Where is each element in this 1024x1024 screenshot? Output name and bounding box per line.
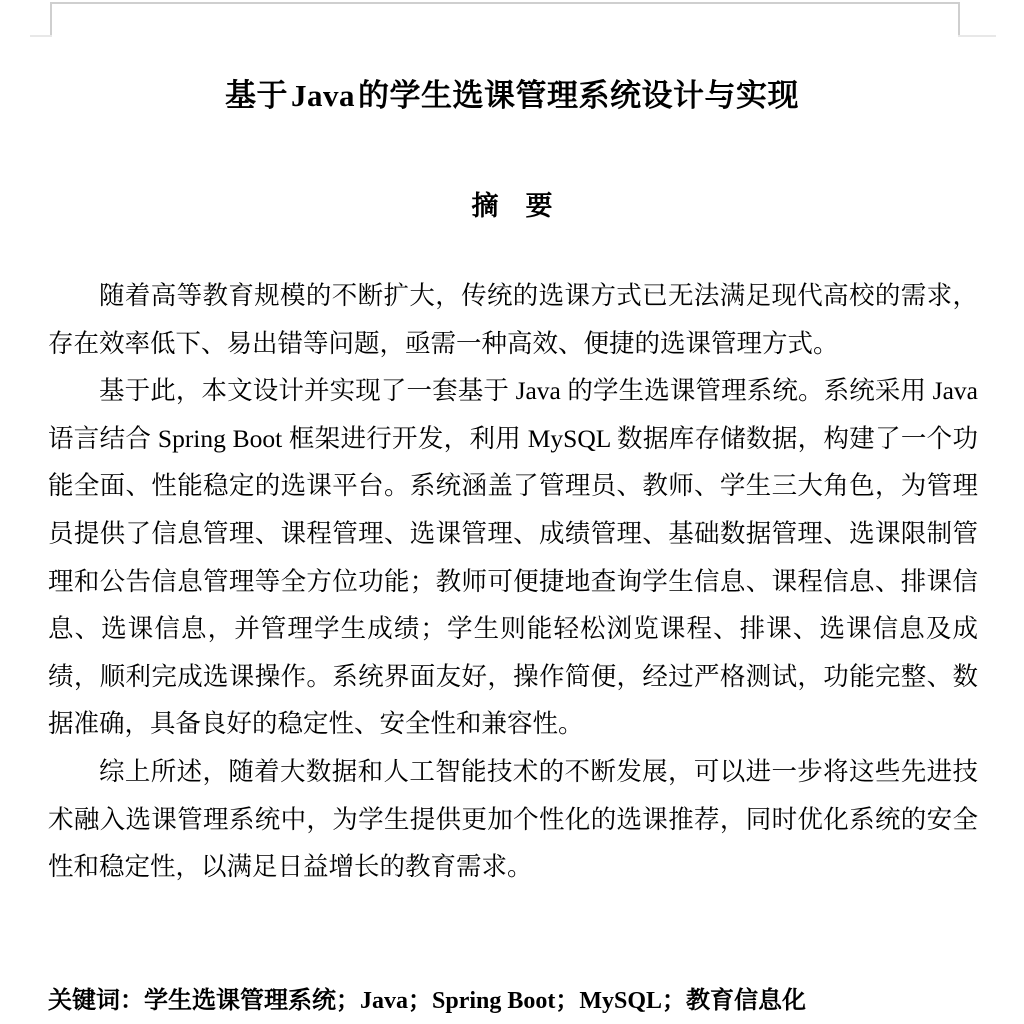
abstract-paragraph-1: 随着高等教育规模的不断扩大，传统的选课方式已无法满足现代高校的需求，存在效率低下、易出错等问题，亟需一种高效、便捷的选课管理方式。 bbox=[48, 281, 978, 358]
document-title bbox=[0, 80, 1024, 111]
page-boundary-left-stub bbox=[30, 35, 52, 37]
page-boundary-top-rule bbox=[50, 2, 960, 4]
document-title-part-3: 的学生选课管理系统设计与实现 bbox=[358, 78, 799, 113]
document-title-part-1: 基于 bbox=[225, 78, 288, 113]
page-boundary-right-stub bbox=[958, 35, 996, 37]
abstract-paragraph-3: 综上所述，随着大数据和人工智能技术的不断发展，可以进一步将这些先进技术融入选课管理系统中，为学生提供更加个性化的选课推荐，同时优化系统的安全性和稳定性，以满足日益增长的教育需求。 bbox=[48, 756, 978, 882]
document-title-part-2: Java bbox=[291, 78, 355, 113]
page-boundary-right-vertical bbox=[958, 2, 960, 37]
abstract-section-heading: 摘 要 bbox=[471, 191, 553, 221]
keywords-line bbox=[48, 988, 978, 1013]
page-boundary-left-vertical bbox=[50, 2, 52, 37]
abstract-paragraph-2: 基于此，本文设计并实现了一套基于 Java 的学生选课管理系统。系统采用 Java 语言结合 Spring Boot 框架进行开发，利用 MySQL 数据库存储数据，构建了一个功能全面、性能稳定的选课平台。系统涵盖了管理员、教师、学生三大角色，为管理员提供了信息管理、课程管理、选课管理、成绩管理、基础数据管理、选课限制管理和公告信息管理等全方位功能；教师可便捷地查询学生信息、课程信息、排课信息、选课信息，并管理学生成绩；学生则能轻松浏览课程、排课、选课信息及成绩，顺利完成选课操作。系统界面友好，操作简便，经过严格测试，功能完整、数据准确，具备良好的稳定性、安全性和兼容性。 bbox=[48, 376, 978, 739]
abstract-body bbox=[48, 272, 978, 891]
keywords-label: 关键词： bbox=[48, 986, 144, 1014]
keywords-values: 学生选课管理系统；Java；Spring Boot；MySQL；教育信息化 bbox=[144, 988, 807, 1014]
